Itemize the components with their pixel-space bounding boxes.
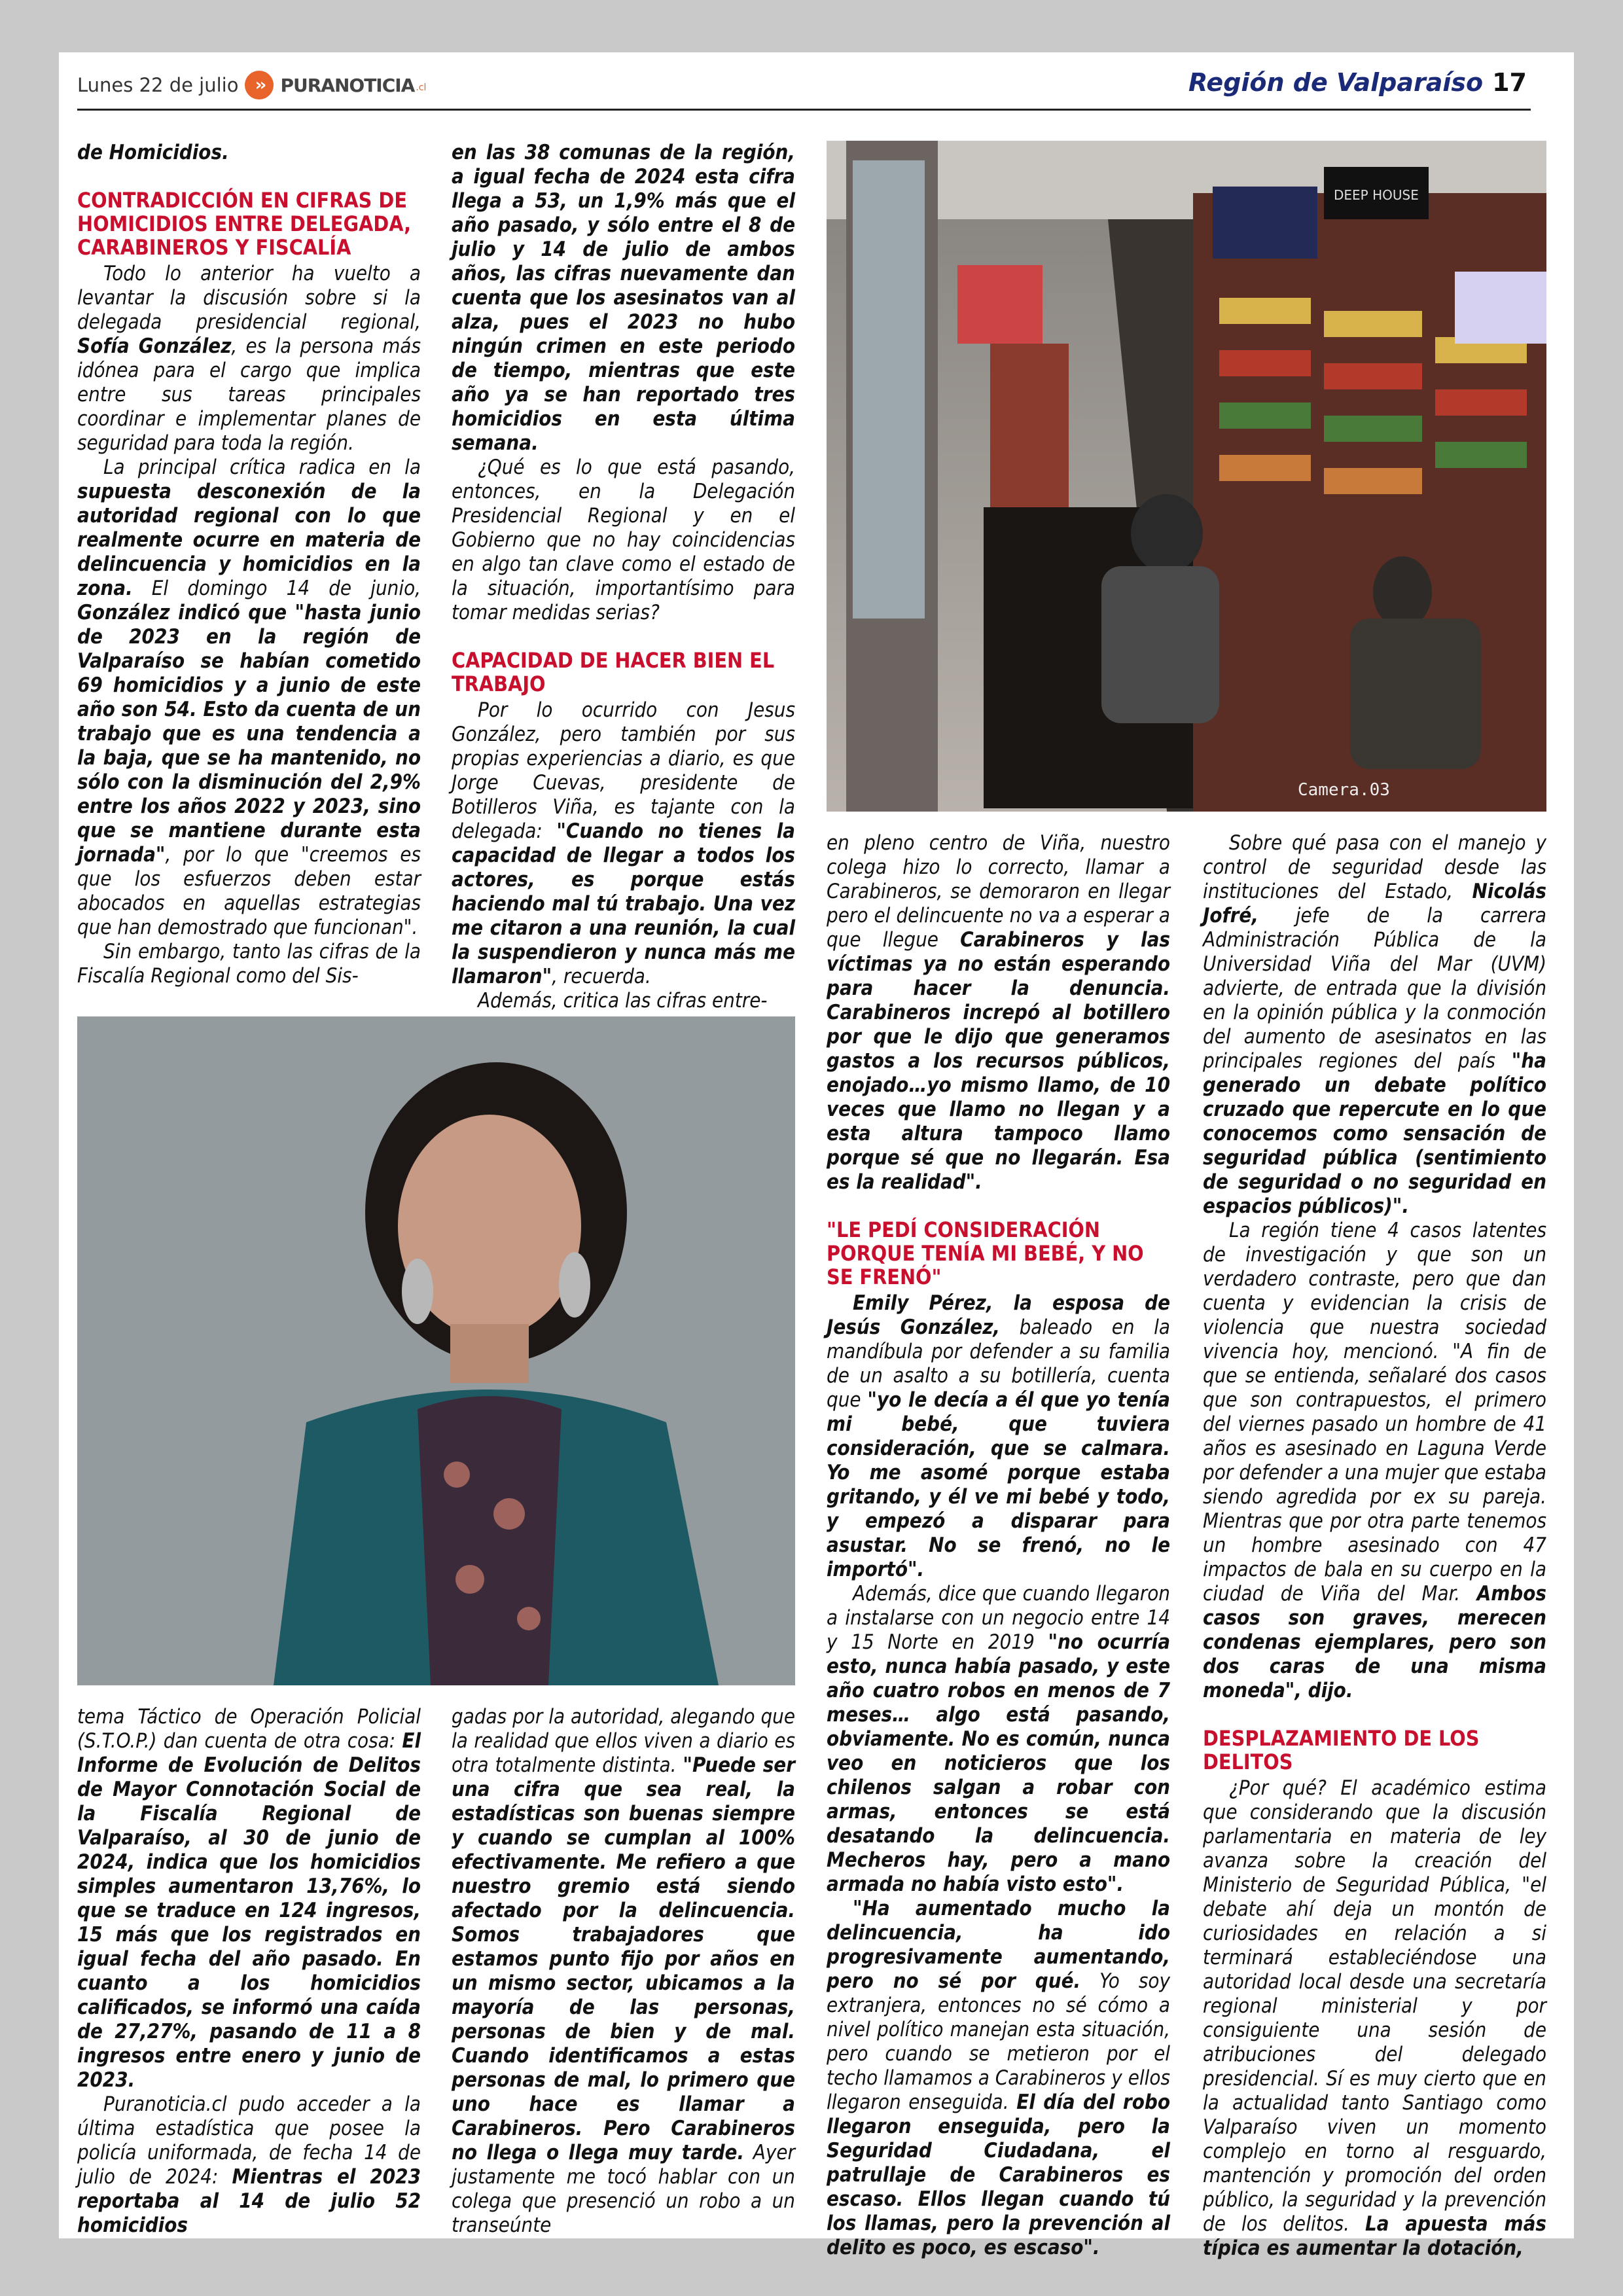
quote-text: "yo le decía a él que yo tenía mi bebé, que tuviera consideración, que se calmara. Yo me asomé porque estaba gritando, y él ve mi bebé y todo, y empezó a disparar para asustar. No se frenó, no le importó".	[827, 1388, 1170, 1581]
puranoticia-logo-icon: ››	[245, 71, 274, 99]
paragraph-text: Además, dice que cuando llegaron a instalarse con un negocio entre 14 y 15 Norte en 2019	[827, 1582, 1170, 1654]
paragraph-text: tema Táctico de Operación Policial (S.T.O.P.) dan cuenta de otra cosa:	[77, 1705, 421, 1753]
delegate-portrait-photo	[77, 1016, 795, 1685]
page-number: 17	[1492, 68, 1527, 97]
column-1-top	[77, 141, 421, 988]
section-heading: "LE PEDÍ CONSIDERACIÓN PORQUE TENÍA MI BEBÉ, Y NO SE FRENÓ"	[827, 1217, 1144, 1289]
brand-name: PURANOTICIA	[280, 74, 415, 96]
paragraph-text: Además, critica las cifras entre-	[478, 989, 768, 1013]
paragraph-text: Ayer justamente me tocó hablar con un colega que presenció un robo a un transeúnte	[452, 2141, 795, 2237]
column-2-top	[452, 141, 795, 1013]
paragraph-text: ¿Por qué? El académico estima que considerando que la discusión parlamentaria en materia de ley avanza sobre la creación del Ministerio de Seguridad Pública, "el debate ahí deja un montón de curiosidades en relación a si terminará estableciéndose una autoridad local desde una secretaría regional ministerial y por consiguiente una sesión de atribuciones del delegado presidencial. Sí es muy cierto que en la actualidad tanto Santiago como Valparaíso viven un momento complejo en torno al resguardo, mantención y promoción del orden público, la seguridad y la prevención de los delitos.	[1203, 1776, 1546, 2236]
newspaper-page	[59, 52, 1574, 2260]
emphasis-text: supuesta desconexión de la autoridad regional con lo que realmente ocurre en materia de delincuencia y homicidios en la zona.	[77, 480, 421, 600]
emphasis-text: La apuesta más típica es aumentar la dotación,	[1203, 2212, 1546, 2260]
column-2-bottom	[452, 1705, 795, 2238]
paragraph-text: La principal crítica radica en la	[103, 456, 421, 479]
quote-text: El día del robo llegaron enseguida, pero la Seguridad Ciudadana, el patrullaje de Carabineros es escaso. Ellos llegan cuando tú los llamas, pero la prevención al delito es poco, es escaso".	[827, 2090, 1170, 2259]
quote-text: "ha generado un debate político cruzado que repercute en lo que conocemos como sensación de seguridad pública (sentimiento de seguridad o no seguridad en espacios públicos)".	[1203, 1049, 1546, 1218]
paragraph-text: La región tiene 4 casos latentes de investigación y que son un verdadero contraste, pero que dan cuenta y evidencian la crisis de violencia que nuestra sociedad vivencia hoy, mencionó. "A fin de que se entienda, señalaré dos casos que son contrapuestos, el primero del viernes pasado un hombre de 41 años es asesinado en Laguna Verde por defender a una mujer que estaba siendo agredida por ex su pareja. Mientras que por otra parte tenemos un hombre asesinado con 47 impactos de bala en su cuerpo en la ciudad de Viña del Mar.	[1203, 1219, 1546, 1605]
paragraph-text: Puranoticia.cl pudo acceder a la última estadística que posee la policía uniformada, de fecha 14 de julio de 2024:	[77, 2092, 421, 2189]
paragraph-text: baleado en la mandíbula por defender a su familia de un asalto a su botillería, cuenta que	[827, 1316, 1170, 1412]
person-name: Nicolás Jofré,	[1203, 880, 1546, 927]
paragraph-text: ¿Qué es lo que está pasando, entonces, en la Delegación Presidencial Regional y en el Gobierno que no hay coincidencias en algo tan clave como el estado de la situación, importantísimo para tomar medidas serias?	[452, 456, 795, 624]
person-name: Sofía González	[77, 334, 232, 358]
paragraph-text: Por lo ocurrido con Jesus González, pero también por sus propias experiencias a diario, es que Jorge Cuevas, presidente de Botilleros Viña, es tajante con la delegada:	[452, 698, 795, 843]
paragraph-text: jefe de la carrera Administración Pública de la Universidad Viña del Mar (UVM) advierte, de entrada que la división en la opinión pública y la conmoción del aumento de asesinatos en las principales regiones del país	[1203, 904, 1546, 1073]
page-header-right	[1188, 68, 1527, 97]
cctv-camera-label: Camera.03	[1298, 780, 1390, 800]
issue-date: Lunes 22 de julio	[77, 74, 239, 96]
section-heading: DESPLAZAMIENTO DE LOS DELITOS	[1203, 1726, 1480, 1774]
column-3	[827, 831, 1170, 2260]
paragraph-text: Sobre qué pasa con el manejo y control de seguridad desde las instituciones del Estado,	[1203, 831, 1546, 903]
quote-text: "no ocurría esto, nunca había pasado, y este año cuatro robos en menos de 7 meses… algo está pasando, obviamente. No es común, nunca veo en noticieros que los chilenos salgan a robar con armas, entonces se está desatando la delincuencia. Mecheros hay, pero a mano armada no había visto esto".	[827, 1630, 1171, 1896]
section-heading: CONTRADICCIÓN EN CIFRAS DE HOMICIDIOS ENTRE DELEGADA, CARABINEROS Y FISCALÍA	[77, 188, 412, 260]
paragraph-text: , por lo que "creemos es que los esfuerzos deben estar abocados en aquellas estrategias que han demostrado que funcionan".	[77, 843, 421, 939]
emphasis-text: El Informe de Evolución de Delitos de Mayor Connotación Social de la Fiscalía Regional de Valparaíso, al 30 de junio de 2024, indica que los homicidios simples aumentaron 13,76%, lo que se traduce en 124 ingresos, 15 más que los registrados en igual fecha del año pasado. En cuanto a los homicidios calificados, se informó una caída de 27,27%, pasando de 11 a 8 ingresos entre enero y junio de 2023.	[77, 1729, 421, 2092]
cctv-sign-text: DEEP HOUSE	[1334, 187, 1419, 203]
quote-text: Ambos casos son graves, merecen condenas ejemplares, pero son dos caras de una misma moneda", dijo.	[1203, 1582, 1546, 1702]
paragraph-text: gadas por la autoridad, alegando que la realidad que ellos viven a diario es otra totalmente distinta.	[452, 1705, 795, 1777]
cctv-robbery-photo	[827, 141, 1546, 812]
paragraph-text: Sin embargo, tanto las cifras de la Fiscalía Regional como del Sis-	[77, 940, 421, 988]
paragraph-text: en pleno centro de Viña, nuestro colega hizo lo correcto, llamar a Carabineros, se demoraron en llegar pero el delincuente no va a esperar a que llegue	[827, 831, 1170, 952]
lead-text: de Homicidios.	[77, 141, 229, 164]
paragraph-text: , es la persona más idónea para el cargo que implica entre sus tareas principales coordinar e implementar planes de seguridad para toda la región.	[77, 334, 421, 455]
paragraph-text: , recuerda.	[552, 965, 651, 988]
person-name: Emily Pérez, la esposa de Jesús González,	[827, 1291, 1170, 1339]
quote-text: "Ha aumentado mucho la delincuencia, ha ido progresivamente aumentando, pero no sé por qué.	[827, 1897, 1170, 1993]
page-header-left	[77, 71, 426, 99]
quote-text: "Puede ser una cifra que sea real, la estadísticas son buenas siempre y cuando se cumplan al 100% efectivamente. Me refiero a que nuestro gremio está siendo afectado por la delincuencia. Somos trabajadores que estamos punto fijo por años en un mismo sector, ubicamos a la mayoría de las personas, personas de bien y de mal. Cuando identificamos a estas personas de mal, lo primero que uno hace es llamar a Carabineros. Pero Carabineros no llega o llega muy tarde.	[452, 1753, 795, 2164]
lead-text: en las 38 comunas de la región, a igual fecha de 2024 esta cifra llega a 53, un 1,9% más que el año pasado, y sólo entre el 8 de julio y 14 de julio de ambos años, las cifras nuevamente dan cuenta que los asesinatos van al alza, pues el 2023 no hubo ningún crimen en este periodo de tiempo, mientras que este año ya se han reportado tres homicidios en esta última semana.	[452, 141, 795, 455]
quote-text: "Cuando no tienes la capacidad de llegar a todos los actores, es porque estás haciendo mal tú trabajo. Una vez me citaron a una reunión, la cual la suspendieron y nunca más me llamaron"	[452, 819, 795, 988]
paragraph-text: El domingo 14 de junio,	[132, 577, 421, 600]
paragraph-text: Todo lo anterior ha vuelto a levantar la discusión sobre si la delegada presidencial regional,	[77, 262, 421, 334]
brand-suffix: .cl	[416, 82, 427, 93]
header-divider	[77, 109, 1531, 111]
quote-text: Carabineros y las víctimas ya no están esperando para hacer la denuncia. Carabineros increpó al botillero por que le dijo que generamos gastos a los recursos públicos, enojado…yo mismo llamo, de 10 veces que llamo no llegan y a esta altura tampoco llamo porque sé que no llegarán. Esa es la realidad".	[827, 928, 1170, 1194]
emphasis-text: Mientras el 2023 reportaba al 14 de julio 52 homicidios	[77, 2165, 421, 2237]
section-heading: CAPACIDAD DE HACER BIEN EL TRABAJO	[452, 648, 775, 696]
quote-text: González indicó que "hasta junio de 2023 en la región de Valparaíso se habían cometido 69 homicidios y a junio de este año son 54. Esto da cuenta de un trabajo que es una tendencia a la baja, que se ha mantenido, no sólo con la disminución del 2,9% entre los años 2022 y 2023, sino que se mantiene durante esta jornada"	[77, 601, 421, 867]
section-title: Región de Valparaíso	[1188, 68, 1484, 97]
column-1-bottom	[77, 1705, 421, 2238]
column-4	[1203, 831, 1546, 2261]
paragraph-text: Yo soy extranjera, entonces no sé cómo a nivel político manejan esta situación, pero cuando se metieron por el techo llamamos a Carabineros y ellos llegaron enseguida.	[827, 1969, 1170, 2114]
